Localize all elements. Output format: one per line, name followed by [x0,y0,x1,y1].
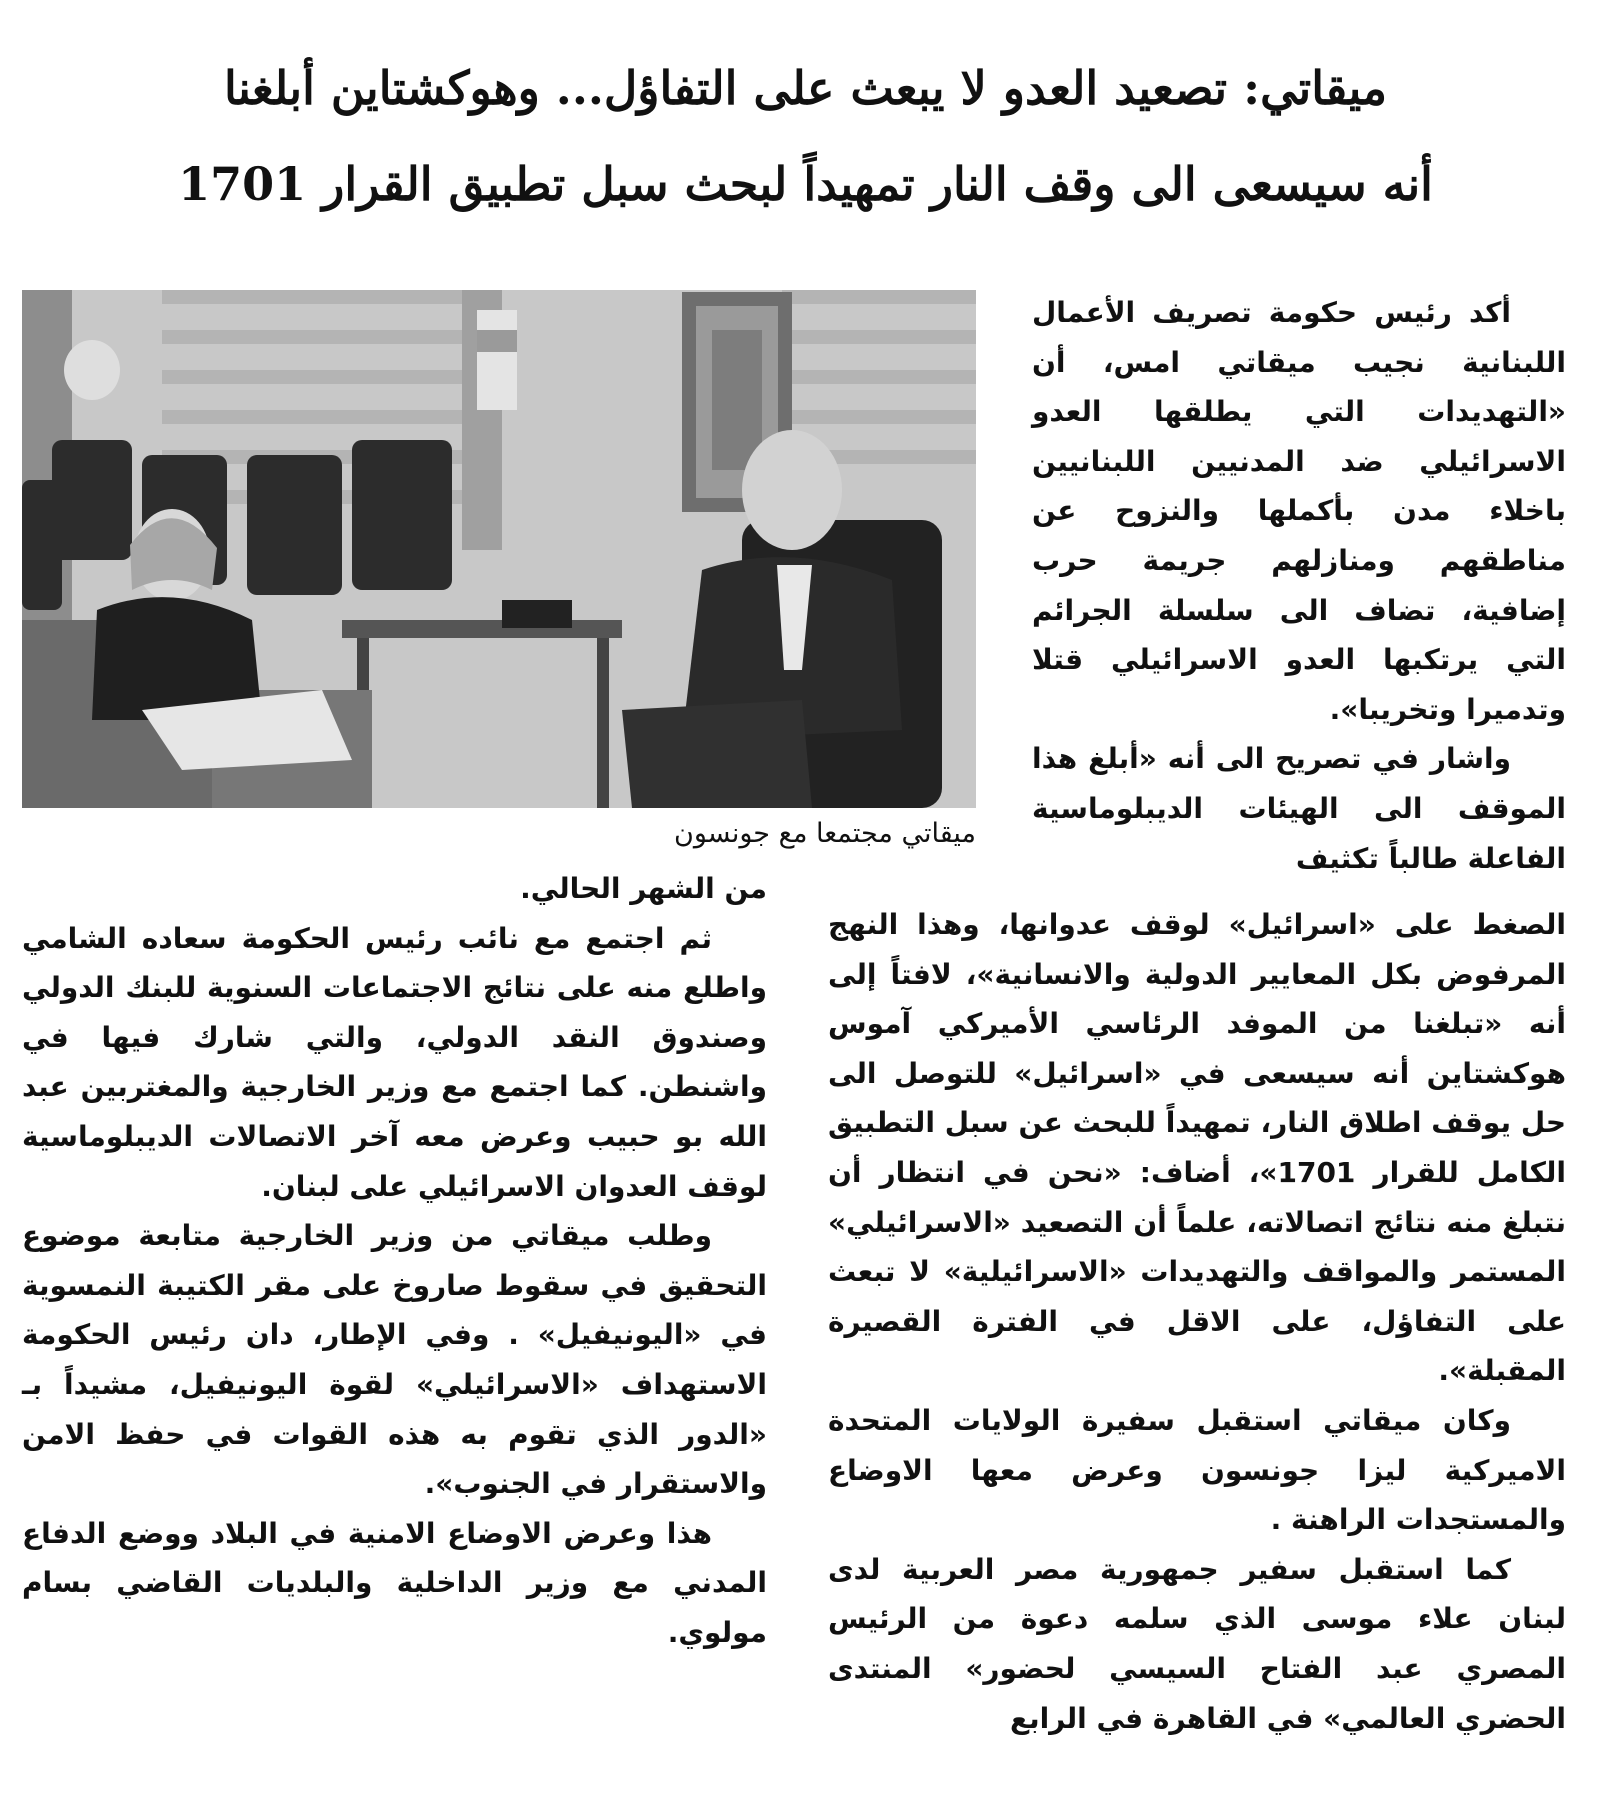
paragraph: أكد رئيس حكومة تصريف الأعمال اللبنانية نجيب ميقاتي امس، أن «التهديدات التي يطلقها العدو الاسرائيلي ضد المدنيين اللبنانيين باخلاء مدن بأكملها والنزوح عن مناطقهم ومنازلهم جريمة حرب إضافية، تضاف الى سلسلة الجرائم التي يرتكبها العدو الاسرائيلي قتلا وتدميرا وتخريبا». [1032,296,1566,726]
paragraph: وطلب ميقاتي من وزير الخارجية متابعة موضوع التحقيق في سقوط صاروخ على مقر الكتيبة النمسوية في «اليونيفيل» . وفي الإطار، دان رئيس الحكومة الاستهداف «الاسرائيلي» لقوة اليونيفيل، مشيداً بـ «الدور الذي تقوم به هذه القوات في حفظ الامن والاستقرار في الجنوب». [22,1219,767,1501]
paragraph: هذا وعرض الاوضاع الامنية في البلاد ووضع الدفاع المدني مع وزير الداخلية والبلديات القاضي بسام مولوي. [22,1516,767,1649]
paragraph: من الشهر الحالي. [520,872,767,905]
article-column-left [22,864,767,1658]
paragraph: الصغط على «اسرائيل» لوقف عدوانها، وهذا النهج المرفوض بكل المعايير الدولية والانسانية»، لافتاً إلى أنه «تبلغنا من الموفد الرئاسي الأميركي آموس هوكشتاين أنه سيسعى في «اسرائيل» للتوصل الى حل يوقف اطلاق النار، تمهيداً للبحث عن سبل التطبيق الكامل للقرار 1701»، أضاف: «نحن في انتظار أن نتبلغ منه نتائج اتصالاته، علماً أن التصعيد «الاسرائيلي» المستمر والمواقف والتهديدات «الاسرائيلية» لا تبعث على التفاؤل، على الاقل في الفترة القصيرة المقبلة». [828,908,1566,1388]
photo-caption: ميقاتي مجتمعا مع جونسون [673,818,976,849]
article-column-right-top [1032,288,1566,883]
news-photo [22,290,976,808]
headline-line-2: أنه سيسعى الى وقف النار تمهيداً لبحث سبل تطبيق القرار 1701 [178,157,1433,211]
paragraph: وكان ميقاتي استقبل سفيرة الولايات المتحدة الاميركية ليزا جونسون وعرض معها الاوضاع والمستجدات الراهنة . [828,1403,1566,1537]
meeting-photo-illustration [22,290,976,808]
paragraph: ثم اجتمع مع نائب رئيس الحكومة سعاده الشامي واطلع منه على نتائج الاجتماعات السنوية للبنك الدولي وصندوق النقد الدولي، والتي شارك فيها في واشنطن. كما اجتمع مع وزير الخارجية والمغتربين عبد الله بو حبيب وعرض معه آخر الاتصالات الديبلوماسية لوقف العدوان الاسرائيلي على لبنان. [22,921,767,1203]
paragraph: واشار في تصريح الى أنه «أبلغ هذا الموقف الى الهيئات الديبلوماسية الفاعلة طالباً تكثيف [1032,742,1566,875]
headline-line-1: ميقاتي: تصعيد العدو لا يبعث على التفاؤل... وهوكشتاين أبلغنا [223,61,1388,115]
headline [60,40,1551,232]
article-column-right-bottom [828,900,1566,1743]
paragraph: كما استقبل سفير جمهورية مصر العربية لدى لبنان علاء موسى الذي سلمه دعوة من الرئيس المصري عبد الفتاح السيسي لحضور» المنتدى الحضري العالمي» في القاهرة في الرابع [828,1552,1566,1735]
